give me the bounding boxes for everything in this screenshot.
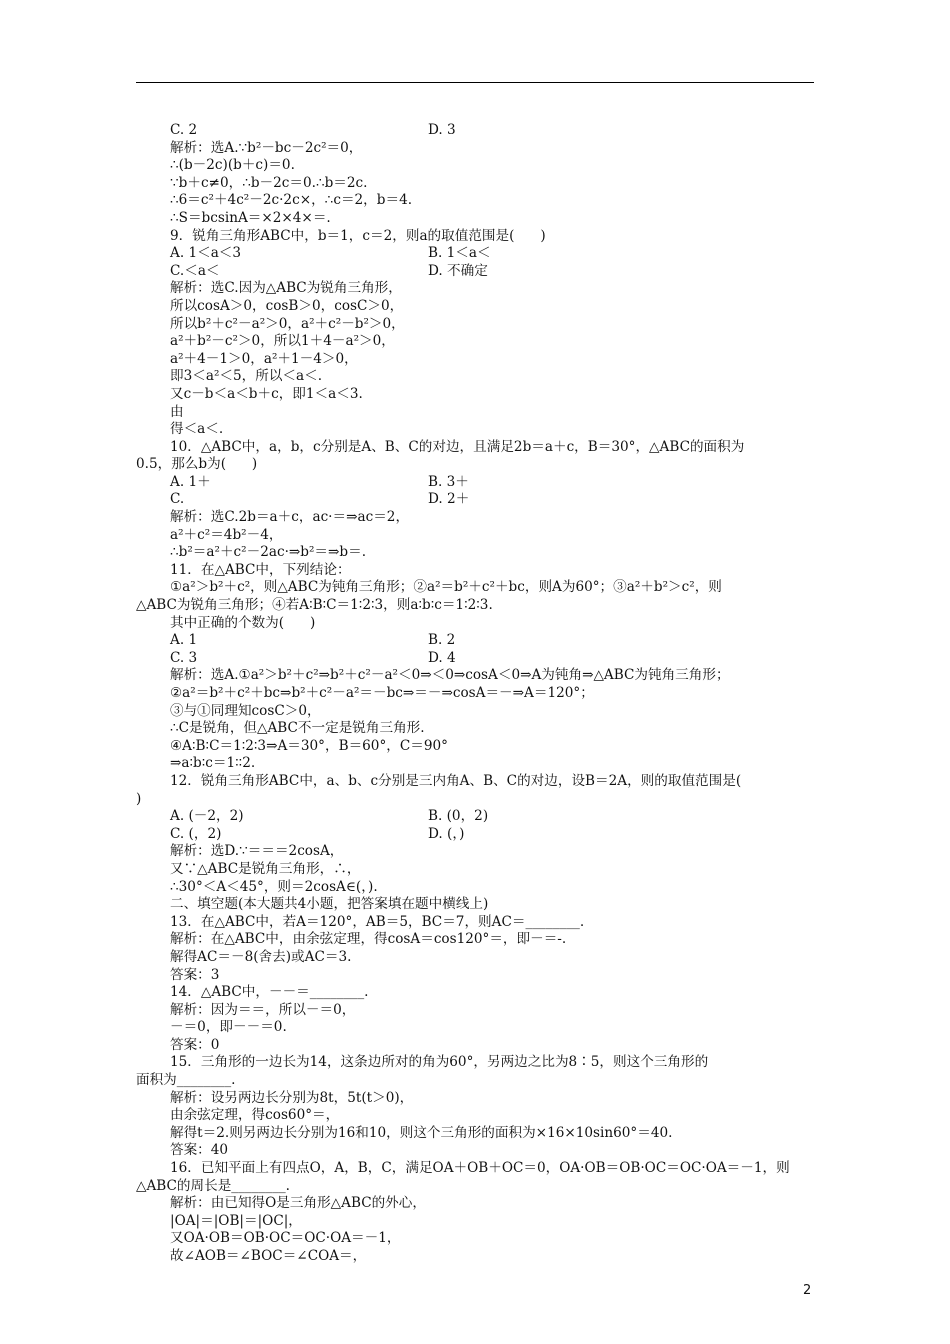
option-right: B. 1＜a＜ bbox=[428, 245, 491, 262]
option-right: B. (0，2) bbox=[428, 808, 489, 825]
text-line: 12．锐角三角形ABC中，a、b、c分别是三内角A、B、C的对边，设B＝2A，则的取值范围是( bbox=[170, 772, 742, 789]
text-line: 解析：由已知得O是三角形△ABC的外心， bbox=[170, 1195, 426, 1212]
text-line: 11．在△ABC中，下列结论： bbox=[170, 561, 351, 578]
option-right: B. 2 bbox=[428, 632, 456, 649]
text-line: 9．锐角三角形ABC中，b＝1，c＝2，则a的取值范围是( ) bbox=[170, 227, 546, 244]
option-left: A. 1 bbox=[170, 632, 198, 649]
header-rule bbox=[136, 82, 814, 83]
option-left: C. 3 bbox=[170, 649, 198, 666]
text-line: ∴b²＝a²＋c²－2ac·⇒b²＝⇒b＝. bbox=[170, 544, 367, 561]
text-line: 由 bbox=[170, 403, 184, 420]
text-line: △ABC的周长是________. bbox=[136, 1177, 290, 1194]
text-line: 得＜a＜. bbox=[170, 421, 224, 438]
text-line: ③与①同理知cosC＞0， bbox=[170, 702, 321, 719]
option-row bbox=[136, 263, 816, 281]
text-line: 其中正确的个数为( ) bbox=[170, 614, 316, 631]
option-right: D. (，) bbox=[428, 825, 465, 842]
option-right: B. 3＋ bbox=[428, 473, 469, 490]
text-line: 即3＜a²＜5，所以＜a＜. bbox=[170, 368, 323, 385]
text-line: ∴S＝bcsinA＝×2×4×＝. bbox=[170, 209, 331, 226]
option-row bbox=[136, 632, 816, 650]
option-row bbox=[136, 650, 816, 668]
text-line: △ABC为锐角三角形；④若A∶B∶C＝1∶2∶3，则a∶b∶c＝1∶2∶3. bbox=[136, 597, 493, 614]
option-row bbox=[136, 491, 816, 509]
option-left: C. bbox=[170, 491, 185, 508]
text-line: 又∵△ABC是锐角三角形，∴， bbox=[170, 860, 361, 877]
text-line: 解析：选D.∵＝＝＝2cosA， bbox=[170, 843, 344, 860]
option-row bbox=[136, 245, 816, 263]
text-line: 解析：选A.①a²＞b²＋c²⇒b²＋c²－a²＜0⇒＜0⇒cosA＜0⇒A为钝角⇒△ABC为钝角三角形； bbox=[170, 667, 730, 684]
option-left: A. (－2，2) bbox=[170, 808, 244, 825]
text-line: ⇒a∶b∶c＝1∶∶2. bbox=[170, 755, 256, 772]
text-line: 答案：40 bbox=[170, 1142, 229, 1159]
text-line: ∵b＋c≠0，∴b－2c＝0.∴b＝2c. bbox=[170, 174, 368, 191]
text-line: 所以cosA＞0，cosB＞0，cosC＞0， bbox=[170, 297, 404, 314]
option-right: D. 3 bbox=[428, 122, 456, 138]
text-line: 答案：0 bbox=[170, 1036, 220, 1053]
text-line: 16．已知平面上有四点O，A，B，C，满足OA＋OB＋OC＝0，OA·OB＝OB·OC＝OC·OA＝－1，则 bbox=[170, 1160, 790, 1177]
text-line: 解析：选C.因为△ABC为锐角三角形， bbox=[170, 280, 402, 297]
text-line: 解析：设另两边长分别为8t，5t(t＞0)， bbox=[170, 1089, 414, 1106]
text-line: ①a²＞b²＋c²，则△ABC为钝角三角形；②a²＝b²＋c²＋bc，则A为60°；③a²＋b²＞c²，则 bbox=[170, 579, 722, 596]
text-line: ④A∶B∶C＝1∶2∶3⇒A＝30°，B＝60°，C＝90° bbox=[170, 737, 448, 754]
text-line: 故∠AOB＝∠BOC＝∠COA＝， bbox=[170, 1248, 367, 1264]
text-line: －＝0，即－－＝0. bbox=[170, 1019, 287, 1036]
document-body bbox=[136, 122, 816, 1266]
text-line: ②a²＝b²＋c²＋bc⇒b²＋c²－a²＝－bc⇒＝－⇒cosA＝－⇒A＝120°； bbox=[170, 685, 594, 701]
text-line: 解析：选A.∵b²－bc－2c²＝0， bbox=[170, 139, 363, 156]
text-line: 又OA·OB＝OB·OC＝OC·OA＝－1， bbox=[170, 1230, 401, 1247]
text-line: 二、填空题(本大题共4小题，把答案填在题中横线上) bbox=[170, 896, 489, 913]
option-row bbox=[136, 122, 816, 140]
text-line: 10．△ABC中，a，b，c分别是A、B、C的对边，且满足2b＝a＋c，B＝30°，△ABC的面积为 bbox=[170, 438, 745, 455]
text-line: 14．△ABC中，－－＝________. bbox=[170, 984, 369, 1001]
text-line: ) bbox=[136, 790, 142, 807]
text-line: ∴(b－2c)(b＋c)＝0. bbox=[170, 157, 295, 174]
text-line: 13．在△ABC中，若A＝120°，AB＝5，BC＝7，则AC＝________. bbox=[170, 913, 585, 930]
text-line: |OA|＝|OB|＝|OC|， bbox=[170, 1212, 302, 1229]
text-line: 解析：选C.2b＝a＋c，ac·＝⇒ac＝2， bbox=[170, 509, 410, 526]
option-row bbox=[136, 826, 816, 844]
text-line: 由余弦定理，得cos60°＝， bbox=[170, 1107, 340, 1124]
text-line: 解得t＝2.则另两边长分别为16和10，则这个三角形的面积为×16×10sin60°＝40. bbox=[170, 1124, 673, 1141]
text-line: 15．三角形的一边长为14，这条边所对的角为60°，另两边之比为8∶5，则这个三角形的 bbox=[170, 1054, 709, 1071]
text-line: 又c－b＜a＜b＋c，即1＜a＜3. bbox=[170, 385, 363, 402]
text-line: 所以b²＋c²－a²＞0，a²＋c²－b²＞0， bbox=[170, 315, 405, 332]
text-line: ∴30°＜A＜45°，则＝2cosA∈(，). bbox=[170, 878, 378, 895]
option-left: C. (，2) bbox=[170, 825, 222, 842]
text-line: 解得AC＝－8(舍去)或AC＝3. bbox=[170, 948, 352, 965]
option-row bbox=[136, 808, 816, 826]
option-right: D. 2＋ bbox=[428, 491, 470, 508]
option-left: A. 1＋ bbox=[170, 473, 211, 490]
text-line: a²＋4－1＞0，a²＋1－4＞0， bbox=[170, 350, 358, 367]
text-line: a²＋b²－c²＞0，所以1＋4－a²＞0， bbox=[170, 333, 395, 350]
option-left: A. 1＜a＜3 bbox=[170, 245, 242, 262]
text-line: 面积为________. bbox=[136, 1072, 236, 1089]
option-row bbox=[136, 474, 816, 492]
text-line: 解析：在△ABC中，由余弦定理，得cosA＝cos120°＝，即－＝-. bbox=[170, 931, 567, 948]
option-left: C.＜a＜ bbox=[170, 262, 220, 279]
text-line: ∴C是锐角，但△ABC不一定是锐角三角形. bbox=[170, 720, 425, 737]
option-left: C. 2 bbox=[170, 122, 198, 138]
page-number: 2 bbox=[803, 1283, 812, 1298]
text-line: 答案：3 bbox=[170, 966, 220, 983]
text-line: 0.5，那么b为( ) bbox=[136, 456, 258, 473]
text-line: 解析：因为＝＝，所以－＝0， bbox=[170, 1001, 356, 1018]
text-line: ∴6＝c²＋4c²－2c·2c×，∴c＝2，b＝4. bbox=[170, 192, 413, 209]
option-right: D. 4 bbox=[428, 649, 456, 666]
text-line: a²＋c²＝4b²－4， bbox=[170, 526, 283, 543]
option-right: D. 不确定 bbox=[428, 262, 488, 279]
